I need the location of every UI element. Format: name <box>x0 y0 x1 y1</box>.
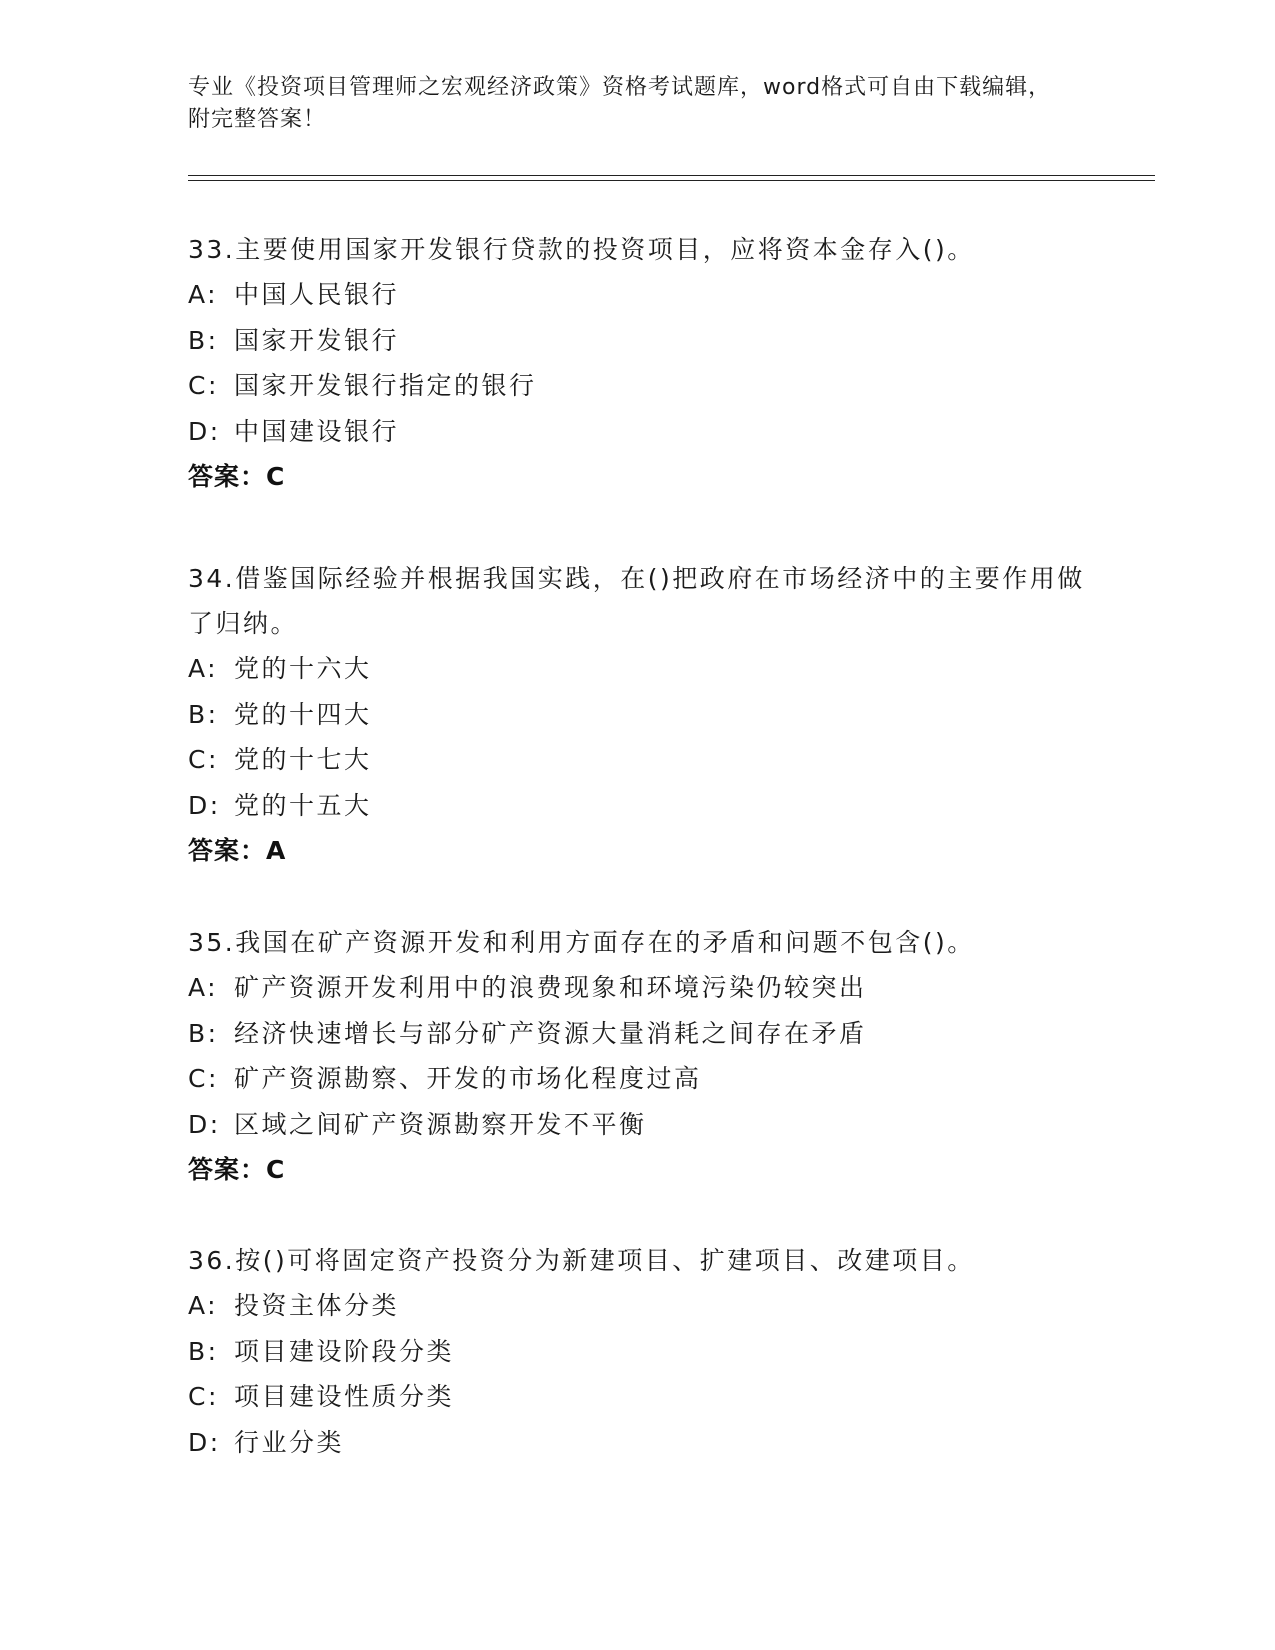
option-letter: B: <box>188 699 219 729</box>
option-text: 投资主体分类 <box>234 1291 400 1320</box>
option-a <box>188 272 1088 318</box>
option-c <box>188 737 1088 783</box>
header-rule-bottom <box>188 180 1155 181</box>
answer-label: 答案： <box>188 836 267 865</box>
option-b <box>188 692 1088 738</box>
question-34 <box>188 556 1088 873</box>
option-text: 矿产资源开发利用中的浪费现象和环境污染仍较突出 <box>234 973 867 1002</box>
option-c <box>188 363 1088 409</box>
option-a <box>188 965 1088 1011</box>
answer-value: C <box>266 462 285 491</box>
option-letter: A: <box>188 654 219 683</box>
option-d <box>188 1102 1088 1148</box>
option-text: 党的十六大 <box>234 654 372 683</box>
option-a <box>188 646 1088 692</box>
question-33 <box>188 227 1088 499</box>
option-letter: B: <box>188 1336 219 1366</box>
option-text: 区域之间矿产资源勘察开发不平衡 <box>234 1109 647 1139</box>
option-a <box>188 1283 1088 1329</box>
answer-value: A <box>266 836 286 865</box>
question-35 <box>188 920 1088 1192</box>
answer-label: 答案： <box>188 1155 267 1184</box>
question-title: 36.按()可将固定资产投资分为新建项目、扩建项目、改建项目。 <box>188 1246 975 1275</box>
option-d <box>188 1420 1088 1466</box>
answer-value: C <box>266 1155 285 1184</box>
option-letter: D: <box>188 1109 221 1139</box>
option-letter: A: <box>188 1291 219 1320</box>
header-rule-top <box>188 175 1155 176</box>
answer-line <box>188 454 1088 499</box>
option-d <box>188 409 1088 455</box>
option-text: 矿产资源勘察、开发的市场化程度过高 <box>234 1064 702 1093</box>
option-text: 国家开发银行 <box>234 325 400 355</box>
option-text: 国家开发银行指定的银行 <box>234 371 537 400</box>
document-header <box>188 72 1068 136</box>
option-text: 党的十七大 <box>234 745 372 774</box>
option-letter: A: <box>188 973 219 1002</box>
option-letter: D: <box>188 1427 221 1457</box>
option-text: 党的十四大 <box>234 699 372 729</box>
question-36 <box>188 1238 1088 1465</box>
option-text: 中国人民银行 <box>234 280 400 309</box>
question-title: 34.借鉴国际经验并根据我国实践，在()把政府在市场经济中的主要作用做了归纳。 <box>188 564 1085 638</box>
option-letter: C: <box>188 1064 219 1093</box>
option-letter: D: <box>188 790 221 820</box>
option-d <box>188 783 1088 829</box>
option-text: 项目建设阶段分类 <box>234 1336 455 1366</box>
option-letter: C: <box>188 371 219 400</box>
option-text: 中国建设银行 <box>234 416 400 446</box>
option-text: 行业分类 <box>234 1427 345 1457</box>
option-text: 项目建设性质分类 <box>234 1382 455 1411</box>
option-b <box>188 318 1088 364</box>
option-text: 经济快速增长与部分矿产资源大量消耗之间存在矛盾 <box>234 1018 867 1048</box>
option-letter: B: <box>188 1018 219 1048</box>
answer-line <box>188 1147 1088 1192</box>
answer-line <box>188 828 1088 873</box>
option-c <box>188 1374 1088 1420</box>
option-c <box>188 1056 1088 1102</box>
option-b <box>188 1011 1088 1057</box>
question-title: 33.主要使用国家开发银行贷款的投资项目，应将资本金存入()。 <box>188 235 975 264</box>
option-text: 党的十五大 <box>234 790 372 820</box>
option-letter: A: <box>188 280 219 309</box>
option-b <box>188 1329 1088 1375</box>
option-letter: C: <box>188 1382 219 1411</box>
option-letter: B: <box>188 325 219 355</box>
question-title: 35.我国在矿产资源开发和利用方面存在的矛盾和问题不包含()。 <box>188 928 975 957</box>
answer-label: 答案： <box>188 462 267 491</box>
option-letter: C: <box>188 745 219 774</box>
header-text: 专业《投资项目管理师之宏观经济政策》资格考试题库，word格式可自由下载编辑，附完整答案！ <box>188 75 1052 132</box>
option-letter: D: <box>188 416 221 446</box>
